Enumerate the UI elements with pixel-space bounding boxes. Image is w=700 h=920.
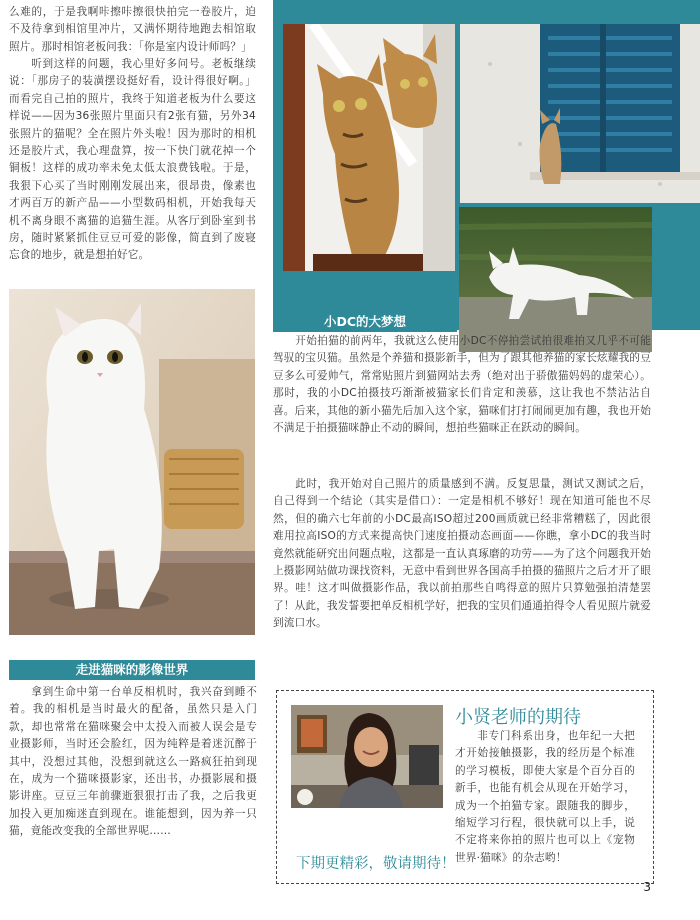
teacher-paragraph-text: 非专门科系出身，也年纪一大把才开始接触摄影，我的经历是个标准的学习模板，即使大家是个百分百的新手，也能有机会从现在开始学习，成为一个拍猫专家。跟随我的脚步，缩短学习行程，很快就可以上手，说不定将来你拍的照片也可以上《宠物世界·猫咪》的杂志哟！ xyxy=(455,730,635,864)
section-title-cat-image-world: 走进猫咪的影像世界 xyxy=(9,660,255,680)
right-paragraph-1: 开始拍猫的前两年，我就这么使用小DC不停拍尝试拍很难拍又几乎不可能驾驭的宝贝猫。虽然是个养猫和摄影新手，但为了跟其他养猫的家长炫耀我的豆豆多么可爱帅气，常常贴照片到猫网站去秀（绝对出于骄傲猫妈妈的虚荣心）。那时，我的小DC拍摄技巧渐渐被猫家长们肯定和羡慕，这让我也不禁沾沾自喜。后来，其他的新小猫先后加入这个家，猫咪们打打闹闹更加有趣，我也开始不满足于拍摄猫咪静止不动的瞬间，想拍些猫咪正在跃动的瞬间。 xyxy=(273,335,651,435)
teacher-portrait-photo xyxy=(291,705,443,808)
running-white-cat-photo xyxy=(459,207,652,352)
left-paragraph-2: 听到这样的问题，我心里好多问号。老板继续说：「那房子的装潢摆设挺好看，设计得很好啊。」而看完自己拍的照片，我终于知道老板为什么要这样说——因为36张照片里面只有2张有猫，另外34张照片的猫呢？全在照片外头啦！因为那时的相机还是胶片式，我心理盘算，按一下快门就花掉一个铜板！这样的成功率未免太低太浪费钱啦。于是，我狠下心买了当时刚刚发展出来，很昂贵，像素也才两百万的新产品——小型数码相机，开始我每天机不离身眼不离猫的追猫生涯。从客厅到卧室到书房，随时紧紧抓住豆豆可爱的影像，简直到了废寝忘食的地步，就是想拍好它。 xyxy=(9,58,256,262)
page-number: 3 xyxy=(643,880,651,894)
two-bengal-cats-photo xyxy=(283,24,455,271)
right-paragraph-2: 此时，我开始对自己照片的质量感到不满。反复思量，测试又测试之后，自己得到一个结论（其实是借口）：一定是相机不够好！现在知道可能也不尽然，但的确六七年前的小DC最高ISO超过200画质就已经非常糟糕了，因此很难用拉高ISO的方式来提高快门速度拍摄动态画面——你瞧，拿小DC的我当时竟然就能研究出问题点啦，这都是一直认真琢磨的功劳——为了这个问题我开始上摄影网站做功课找资料，无意中看到世界各国高手拍摄的猫照片之后才开了眼界。哇！这才叫做摄影作品，我以前拍那些自鸣得意的照片只算勉强拍清楚罢了！从此，我发誓要把单反相机学好，把我的宝贝们通通拍得令人看见照片就爱到流口水。 xyxy=(273,478,651,630)
section-title-small-dc-dream: 小DC的大梦想 xyxy=(273,312,457,332)
white-cat-photo xyxy=(9,289,255,635)
cat-by-blue-shutter-photo xyxy=(460,24,700,203)
left-paragraph-1: 么难的，于是我啊咔擦咔擦很快拍完一卷胶片，迫不及待拿到相馆里冲片，又满怀期待地跑去相馆取照片。那时相馆老板问我：「你是室内设计师吗？」 xyxy=(9,6,256,53)
teacher-paragraph-top xyxy=(455,728,635,867)
teacher-box-title: 小贤老师的期待 xyxy=(455,707,581,728)
next-issue-teaser: 下期更精彩，敬请期待！ xyxy=(296,856,456,872)
lower-left-paragraph: 拿到生命中第一台单反相机时，我兴奋到睡不着。我的相机是当时最火的配备，虽然只是入门款，却也常常在猫咪聚会中太投入而被人误会是专业摄影师，当时还会脸红，因为纯粹是着迷沉醉于其中，没想过其他，没想到就这么一路疯狂拍到现在，成为一个猫咪摄影家，还出书，办摄影展和摄影讲座。豆豆三年前骤逝狠狠打击了我，之后我更加投入更加痴迷直到现在。谁能想到，因为养一只猫，竟能改变我的全部世界呢…… xyxy=(9,686,257,838)
